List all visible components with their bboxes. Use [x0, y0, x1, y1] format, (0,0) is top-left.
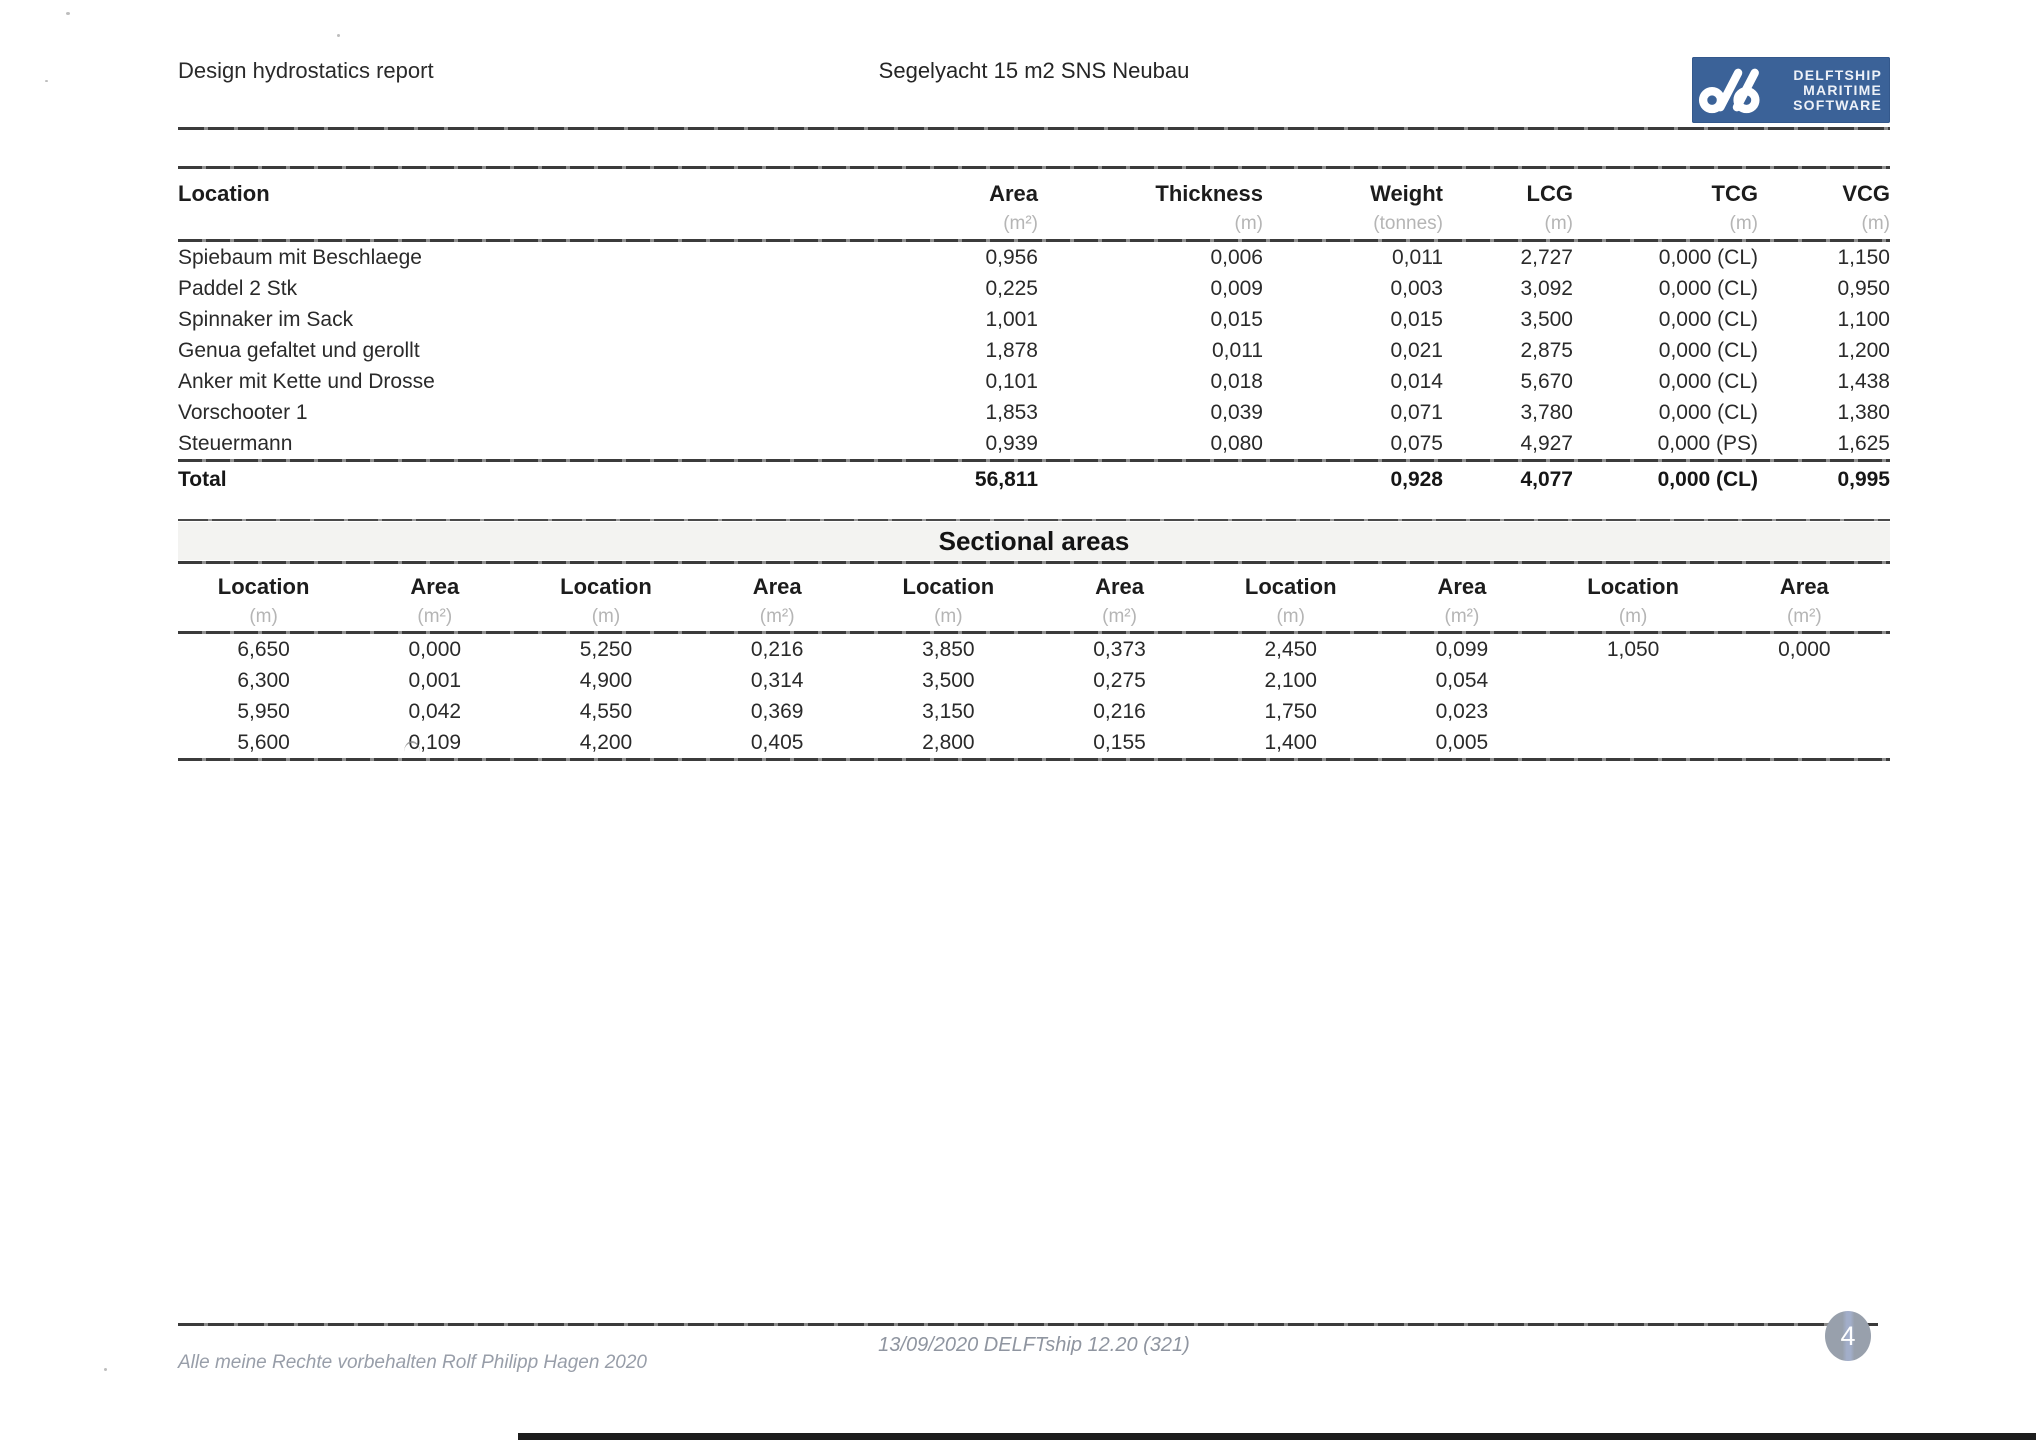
- col-header-location: Location: [217, 574, 310, 599]
- page-number-badge: 4: [1825, 1311, 1871, 1361]
- cell: 0,000 (CL): [1658, 338, 1758, 362]
- col-header-area: Area: [1095, 574, 1144, 599]
- logo-text: [1793, 68, 1882, 113]
- cell: 0,155: [1093, 730, 1146, 754]
- cell: 0,000 (CL): [1658, 400, 1758, 424]
- col-header-location: Location: [1587, 574, 1679, 599]
- cell: [1719, 727, 1890, 758]
- table-bottom-rule: [178, 758, 1890, 761]
- row-label: Anker mit Kette und Drosse: [178, 369, 435, 393]
- cell: 0,001: [408, 668, 462, 692]
- cell: 0,000 (PS): [1657, 431, 1758, 455]
- cell: 0,000 (CL): [1658, 369, 1758, 393]
- unit-cell: (m): [934, 605, 963, 627]
- cell: 0,000 (CL): [1658, 245, 1758, 269]
- unit-cell: (m): [1234, 213, 1263, 234]
- unit-cell: (m): [1729, 213, 1758, 234]
- table-row: [178, 428, 1890, 459]
- cell: 2,100: [1264, 668, 1317, 692]
- cell: 0,014: [1390, 369, 1443, 393]
- cell: 0,000: [1778, 637, 1831, 661]
- cell: 1,150: [1837, 245, 1890, 269]
- row-label: Spinnaker im Sack: [178, 307, 354, 331]
- cell: 0,314: [750, 668, 804, 692]
- cell: 0,011: [1212, 338, 1263, 362]
- cell: 0,373: [1093, 637, 1146, 661]
- scan-speck: [337, 34, 340, 37]
- total-cell: 4,077: [1520, 468, 1573, 491]
- cell: 0,042: [408, 699, 462, 723]
- col-header-weight: Weight: [1370, 181, 1443, 206]
- cell: 5,600: [237, 730, 290, 754]
- cell: 0,000 (CL): [1658, 276, 1758, 300]
- total-cell: 56,811: [974, 468, 1038, 491]
- row-label: Steuermann: [178, 431, 293, 455]
- unit-cell: (m²): [1786, 605, 1822, 627]
- total-cell: [1038, 462, 1263, 498]
- unit-cell: (tonnes): [1373, 213, 1443, 234]
- scan-speck: [66, 12, 70, 15]
- footer-divider: [178, 1323, 1878, 1326]
- cell: 2,727: [1520, 245, 1573, 269]
- cell: 0,109: [408, 730, 462, 754]
- table-row: [178, 727, 1890, 758]
- sectional-top-divider: [178, 519, 1890, 521]
- sectional-areas-title: Sectional areas: [178, 522, 1890, 560]
- cell: 5,250: [579, 637, 633, 661]
- cell: 1,625: [1837, 431, 1890, 455]
- total-label: Total: [178, 468, 227, 491]
- db-monogram-icon: [1696, 63, 1772, 117]
- footer-copyright: Alle meine Rechte vorbehalten Rolf Philipp Hagen 2020: [178, 1352, 647, 1373]
- unit-cell: (m²): [759, 605, 795, 627]
- cell: [1548, 696, 1719, 727]
- col-header-lcg: LCG: [1526, 181, 1573, 206]
- table-row: [178, 242, 1890, 273]
- row-label: Vorschooter 1: [178, 400, 308, 424]
- unit-cell: (m): [1276, 605, 1305, 627]
- cell: 0,015: [1390, 307, 1443, 331]
- cell: 0,225: [985, 276, 1038, 300]
- delftship-logo: [1692, 57, 1890, 123]
- cell: 3,150: [922, 699, 975, 723]
- cell: 0,099: [1435, 637, 1489, 661]
- col-header-area: Area: [1779, 574, 1829, 599]
- unit-cell: (m²): [417, 605, 453, 627]
- cell: 3,092: [1520, 276, 1573, 300]
- col-header-thickness: Thickness: [1155, 181, 1263, 206]
- document-title: Segelyacht 15 m2 SNS Neubau: [878, 58, 1190, 83]
- cell: 2,450: [1264, 637, 1317, 661]
- cell: 0,015: [1210, 307, 1263, 331]
- cell: [1548, 727, 1719, 758]
- cell: 0,000: [408, 637, 462, 661]
- cell: [1719, 665, 1890, 696]
- cell: 0,000 (CL): [1658, 307, 1758, 331]
- header-divider: [178, 127, 1890, 130]
- col-header-location: Location: [1244, 574, 1337, 599]
- cell: 0,071: [1390, 400, 1443, 424]
- cell: 4,550: [579, 699, 633, 723]
- unit-cell: (m²): [1003, 213, 1038, 234]
- cell: 0,216: [750, 637, 804, 661]
- logo-text-line3: SOFTWARE: [1793, 96, 1882, 113]
- table-row: [178, 665, 1890, 696]
- weights-table: [178, 166, 1890, 498]
- cell: 1,438: [1837, 369, 1890, 393]
- cell: 5,670: [1520, 369, 1573, 393]
- cell: 0,003: [1390, 276, 1443, 300]
- unit-cell: (m²): [1102, 605, 1137, 627]
- cell: 0,369: [750, 699, 804, 723]
- unit-cell: [178, 209, 748, 239]
- cell: 1,400: [1264, 730, 1317, 754]
- col-header-location: Location: [178, 181, 270, 206]
- cell: 1,750: [1264, 699, 1317, 723]
- cell: 3,850: [922, 637, 975, 661]
- col-header-area: Area: [410, 574, 460, 599]
- unit-cell: (m): [1618, 605, 1648, 627]
- unit-cell: (m²): [1444, 605, 1480, 627]
- cell: 0,005: [1435, 730, 1489, 754]
- table-row: [178, 304, 1890, 335]
- cell: 0,939: [985, 431, 1038, 455]
- cell: 2,800: [922, 730, 975, 754]
- cell: 4,200: [579, 730, 633, 754]
- cell: 0,039: [1210, 400, 1263, 424]
- cell: 3,500: [1520, 307, 1573, 331]
- cell: 0,021: [1390, 338, 1443, 362]
- col-header-location: Location: [560, 574, 652, 599]
- scan-speck: [45, 80, 48, 82]
- cell: 6,300: [237, 668, 290, 692]
- cell: 3,780: [1520, 400, 1573, 424]
- col-header-area: Area: [989, 181, 1038, 206]
- cell: 0,009: [1210, 276, 1263, 300]
- unit-cell: (m): [1544, 213, 1573, 234]
- unit-cell: (m): [1861, 213, 1890, 234]
- col-header-area: Area: [752, 574, 802, 599]
- table-row: [178, 366, 1890, 397]
- cell: 0,006: [1210, 245, 1263, 269]
- col-header-location: Location: [902, 574, 995, 599]
- unit-cell: (m): [249, 605, 278, 627]
- sectional-units-row: [178, 602, 1890, 631]
- sectional-header-row: [178, 564, 1890, 602]
- cell: 0,216: [1093, 699, 1146, 723]
- cell: 4,927: [1520, 431, 1573, 455]
- cell: 0,054: [1435, 668, 1489, 692]
- unit-cell: (m): [591, 605, 621, 627]
- cell: 0,950: [1837, 276, 1890, 300]
- table-row: [178, 634, 1890, 665]
- scan-edge-artifact: [518, 1433, 2036, 1440]
- cell: 0,275: [1093, 668, 1146, 692]
- cell: 5,950: [237, 699, 290, 723]
- cell: 1,050: [1606, 637, 1660, 661]
- cell: 0,011: [1392, 245, 1443, 269]
- table-row: [178, 696, 1890, 727]
- cell: 3,500: [922, 668, 975, 692]
- cell: [1548, 665, 1719, 696]
- cell: 2,875: [1520, 338, 1573, 362]
- row-label: Paddel 2 Stk: [178, 276, 298, 300]
- cell: 0,023: [1435, 699, 1489, 723]
- footer-version: 13/09/2020 DELFTship 12.20 (321): [878, 1334, 1190, 1356]
- report-title: Design hydrostatics report: [178, 58, 434, 83]
- weights-units-row: [178, 209, 1890, 239]
- cell: 0,956: [985, 245, 1038, 269]
- cell: 1,853: [985, 400, 1038, 424]
- logo-text-line2: MARITIME: [1803, 81, 1882, 98]
- cell: 0,405: [750, 730, 804, 754]
- cell: 0,101: [985, 369, 1038, 393]
- cell: 1,100: [1837, 307, 1890, 331]
- col-header-tcg: TCG: [1711, 181, 1758, 206]
- total-cell: 0,995: [1837, 468, 1890, 491]
- col-header-area: Area: [1437, 574, 1487, 599]
- total-cell: 0,000 (CL): [1657, 468, 1758, 491]
- cell: [1719, 696, 1890, 727]
- cell: 0,018: [1210, 369, 1263, 393]
- cell: 6,650: [237, 637, 290, 661]
- scan-speck: [104, 1368, 107, 1371]
- table-row: [178, 273, 1890, 304]
- total-row: [178, 462, 1890, 498]
- table-row: [178, 397, 1890, 428]
- row-label: Spiebaum mit Beschlaege: [178, 245, 422, 269]
- row-label: Genua gefaltet und gerollt: [178, 338, 420, 362]
- cell: 1,001: [985, 307, 1038, 331]
- cell: 0,075: [1390, 431, 1443, 455]
- table-row: [178, 335, 1890, 366]
- cell: 4,900: [579, 668, 633, 692]
- logo-text-line1: DELFTSHIP: [1793, 66, 1882, 83]
- cell: 1,878: [985, 338, 1038, 362]
- total-cell: 0,928: [1390, 468, 1443, 491]
- cell: 1,200: [1837, 338, 1890, 362]
- cell: 1,380: [1837, 400, 1890, 424]
- sectional-areas-table: [178, 561, 1890, 761]
- cell: 0,080: [1210, 431, 1263, 455]
- weights-header-row: [178, 169, 1890, 209]
- col-header-vcg: VCG: [1842, 181, 1890, 206]
